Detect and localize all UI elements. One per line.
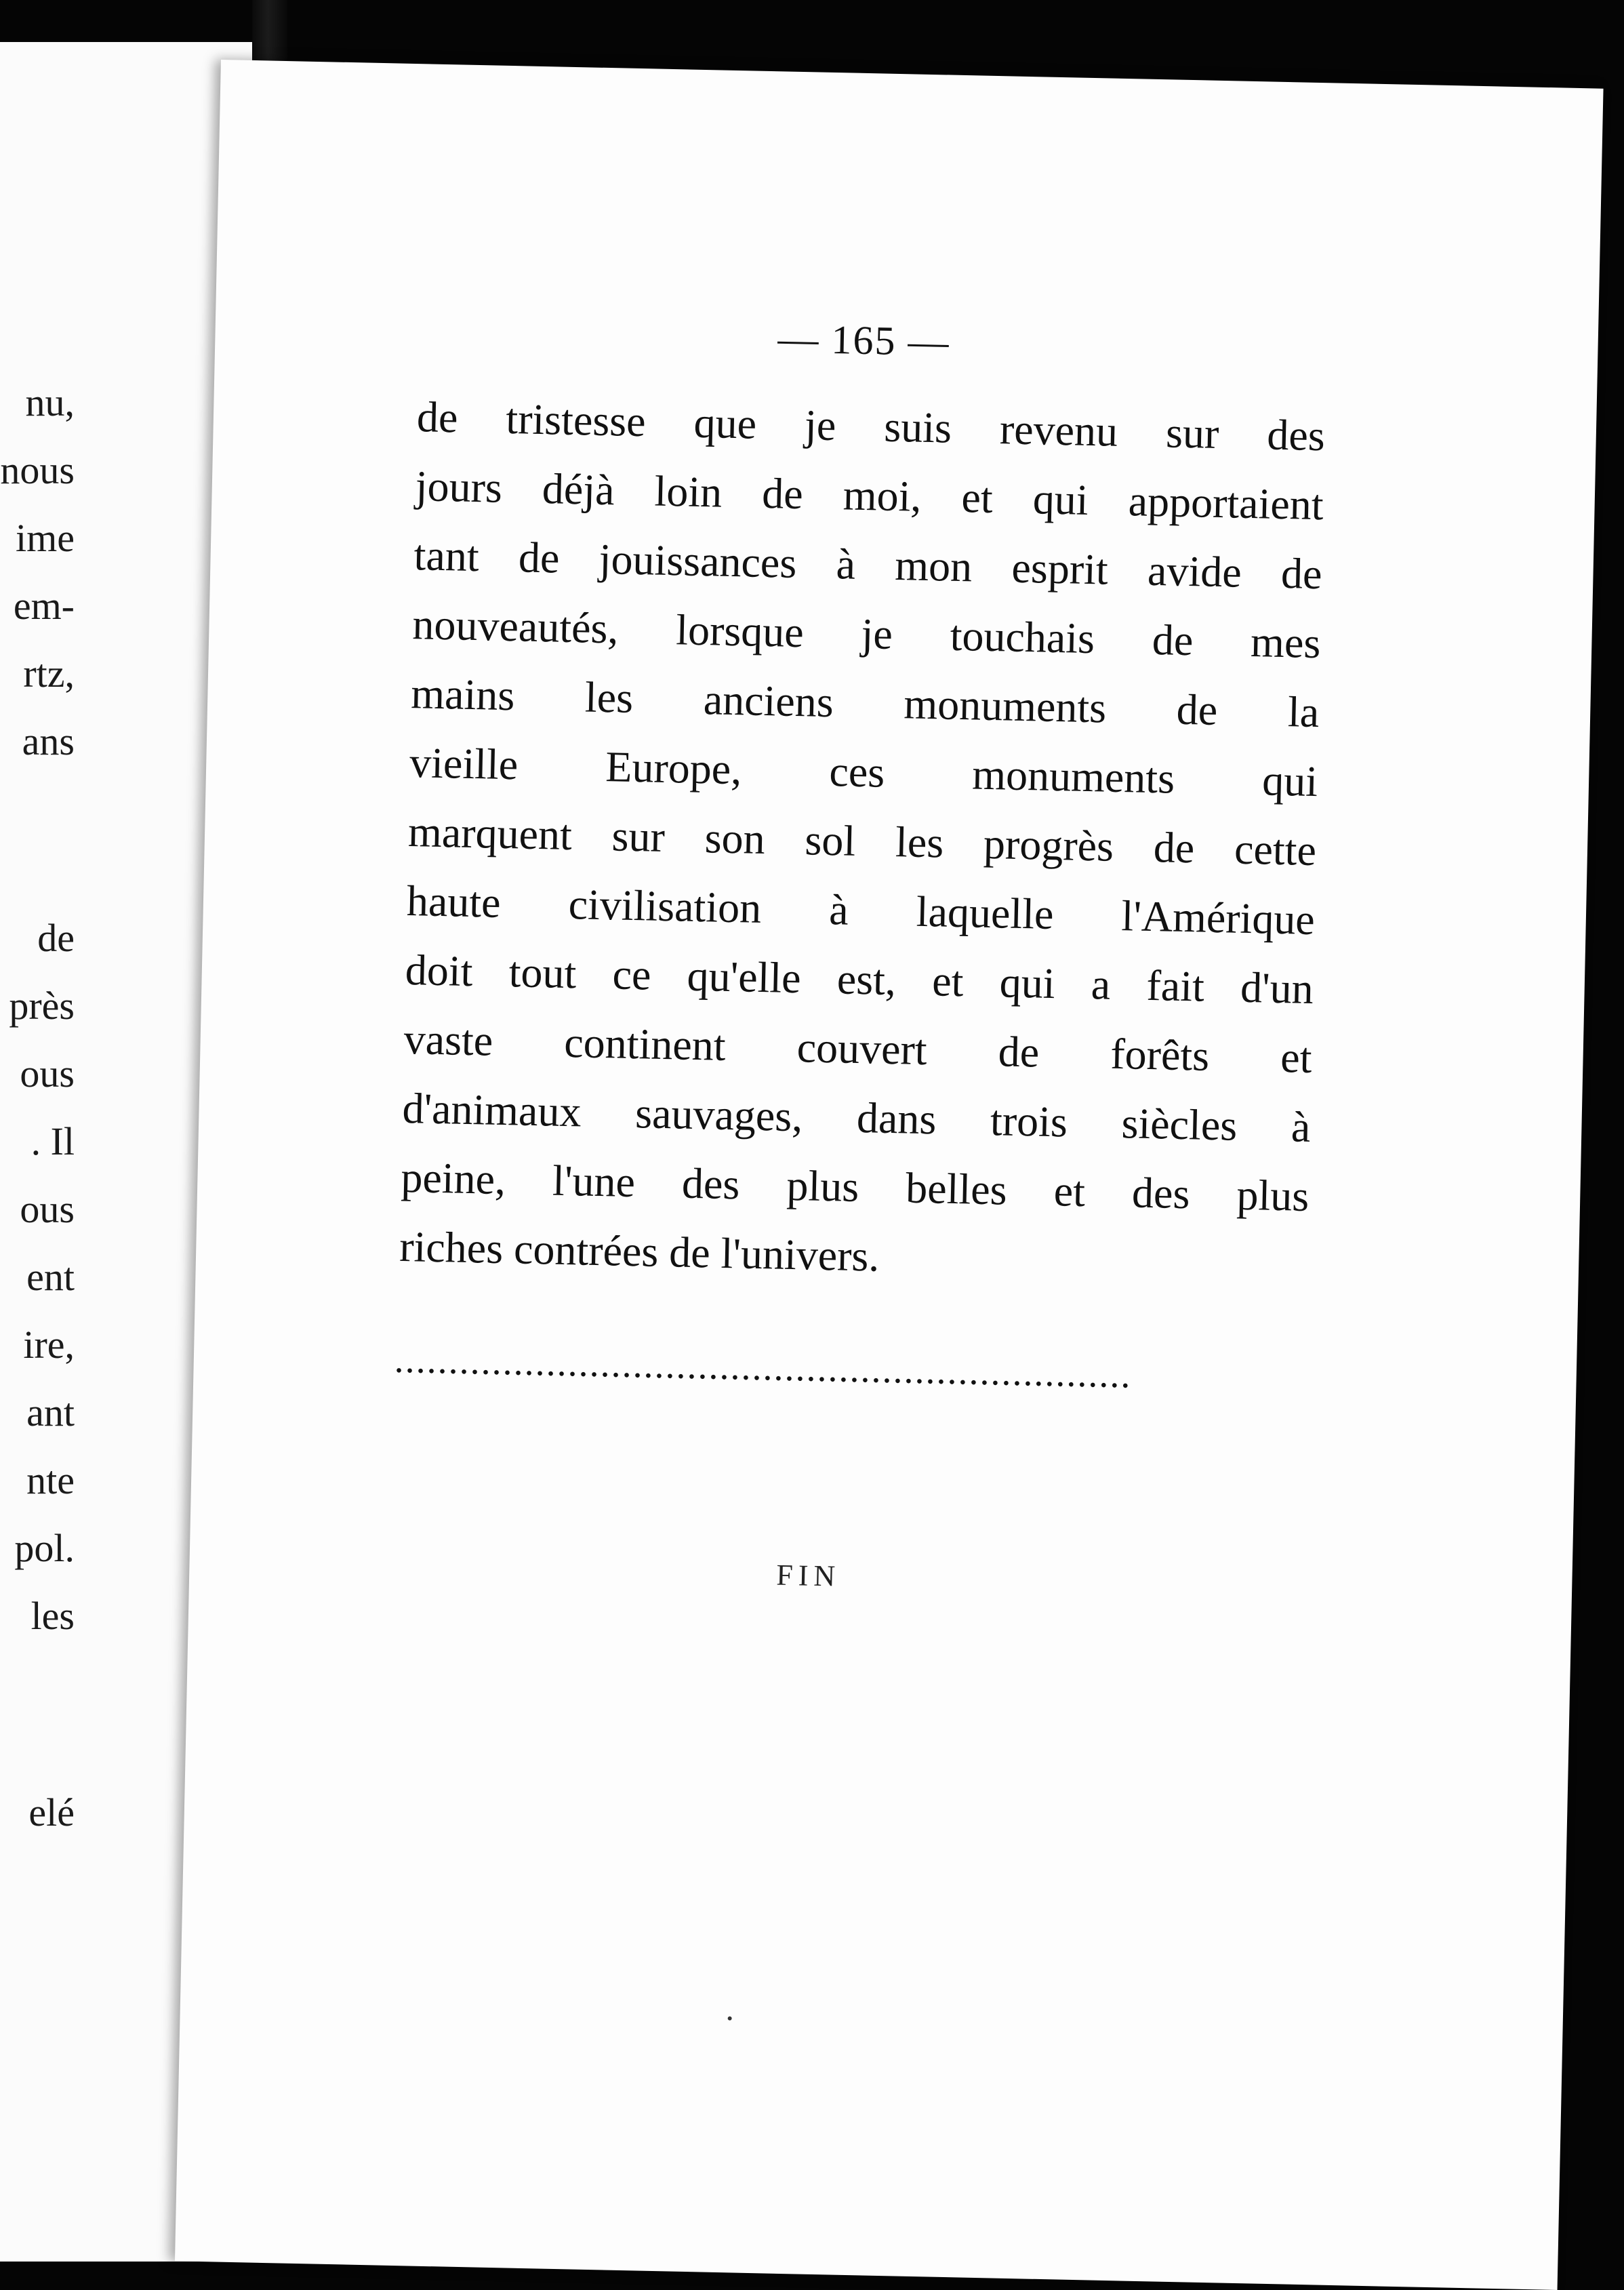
- body-line: nouveautés, lorsque je touchais de mes: [411, 600, 1322, 668]
- left-page-text-fragment: elé: [28, 1790, 75, 1834]
- body-line: doit tout ce qu'elle est, et qui a fait d'un: [405, 945, 1314, 1013]
- body-line: d'animaux sauvages, dans trois siècles à: [401, 1083, 1312, 1151]
- left-page-text-fragment: les: [31, 1594, 75, 1638]
- body-line: jours déjà loin de moi, et qui apportaient: [415, 462, 1324, 529]
- left-page-text-fragment: ant: [26, 1390, 75, 1434]
- body-line: marquent sur son sol les progrès de cette: [407, 807, 1317, 875]
- left-page-text-fragment: rtz,: [23, 651, 75, 696]
- page-number: — 165 —: [777, 316, 951, 365]
- paper-speck: [728, 2016, 732, 2020]
- left-page-text-fragment: près: [9, 984, 75, 1028]
- body-line: vaste continent couvert de forêts et: [403, 1014, 1313, 1083]
- body-line: de tristesse que je suis revenu sur des: [416, 393, 1326, 460]
- right-page: [175, 60, 1604, 2290]
- end-mark: FIN: [775, 1558, 841, 1593]
- left-page-text-fragment: em-: [13, 584, 75, 628]
- left-page-text-fragment: . Il: [31, 1119, 75, 1163]
- left-page-text-fragment: nu,: [25, 380, 75, 424]
- dotted-separator: ....................................................................: [394, 1338, 1133, 1397]
- body-line: haute civilisation à laquelle l'Amérique: [406, 877, 1316, 944]
- left-page-text-fragment: nte: [26, 1458, 75, 1502]
- left-page-text-fragment: de: [37, 916, 75, 960]
- body-text: [399, 382, 1325, 1300]
- body-line: peine, l'une des plus belles et des plus: [400, 1152, 1310, 1220]
- left-page-text-fragment: ent: [26, 1255, 75, 1299]
- body-line: tant de jouissances à mon esprit avide de: [413, 531, 1323, 599]
- left-page-text-fragment: ire,: [23, 1323, 75, 1367]
- body-line: mains les anciens monuments de la: [410, 669, 1320, 737]
- left-page-text-fragment: nous: [0, 448, 75, 492]
- left-page-text-fragment: pol.: [14, 1526, 75, 1570]
- left-page-text-fragment: ans: [22, 719, 75, 763]
- body-line: vieille Europe, ces monuments qui: [409, 738, 1318, 806]
- left-page-text-fragment: ous: [20, 1187, 75, 1231]
- body-line: riches contrées de l'univers.: [399, 1222, 880, 1281]
- left-page-text-fragment: ous: [20, 1051, 75, 1096]
- left-page-text-fragment: ime: [16, 516, 75, 560]
